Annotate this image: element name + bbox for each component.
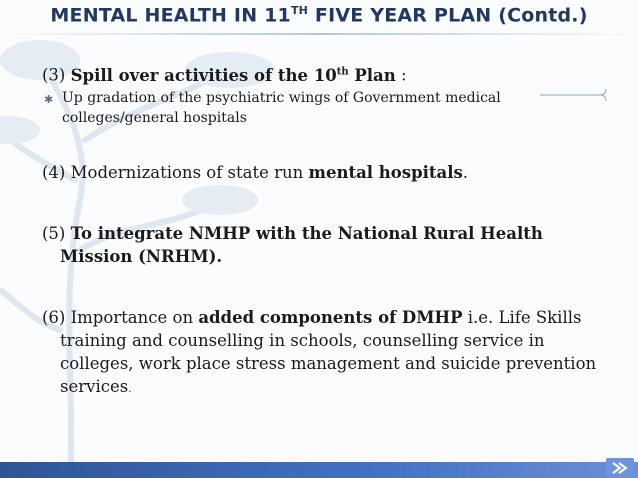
item-6-post: i.e. Life Skills training and counselling in schools, counselling service in colleges, work place stress management and suicide prevention services (60, 308, 597, 396)
item-4-post: . (462, 163, 469, 182)
decorative-curve (540, 85, 610, 105)
title-rest: FIVE YEAR PLAN (Contd.) (308, 4, 588, 27)
sub-bullet-1 (44, 88, 582, 128)
item-4-pre: (4) Modernizations of state run (42, 163, 309, 182)
bottom-accent-bar (0, 462, 638, 478)
item-3-bold-a: Spill over activities of the 10 (70, 65, 337, 85)
item-5-bold: To integrate NMHP with the National Rural Health Mission (NRHM). (60, 224, 543, 266)
item-6-end: . (128, 384, 132, 395)
item-3-bold-b: Plan (348, 65, 396, 85)
item-5-pre: (5) (42, 224, 71, 243)
item-3-tail: : (395, 65, 407, 85)
sub-bullet-1-text: Up gradation of the psychiatric wings of Government medical colleges/general hospitals (62, 90, 501, 126)
next-slide-button[interactable] (606, 458, 634, 478)
item-4 (42, 161, 602, 184)
star-bullet-icon: ✱ (44, 93, 54, 106)
item-3-number: (3) (42, 65, 71, 85)
title-divider (0, 33, 638, 35)
item-6-pre: (6) Importance on (42, 308, 199, 327)
item-3-sup: th (336, 66, 349, 77)
title-superscript: TH (290, 4, 309, 17)
item-6-bold: added components of DMHP (198, 308, 463, 327)
item-5 (42, 222, 608, 268)
slide-title (0, 4, 638, 26)
title-main: MENTAL HEALTH IN 11 (50, 4, 291, 27)
item-6 (42, 306, 600, 401)
item-3 (42, 60, 407, 87)
next-slide-icon (609, 460, 631, 476)
item-4-bold: mental hospitals (308, 163, 463, 182)
